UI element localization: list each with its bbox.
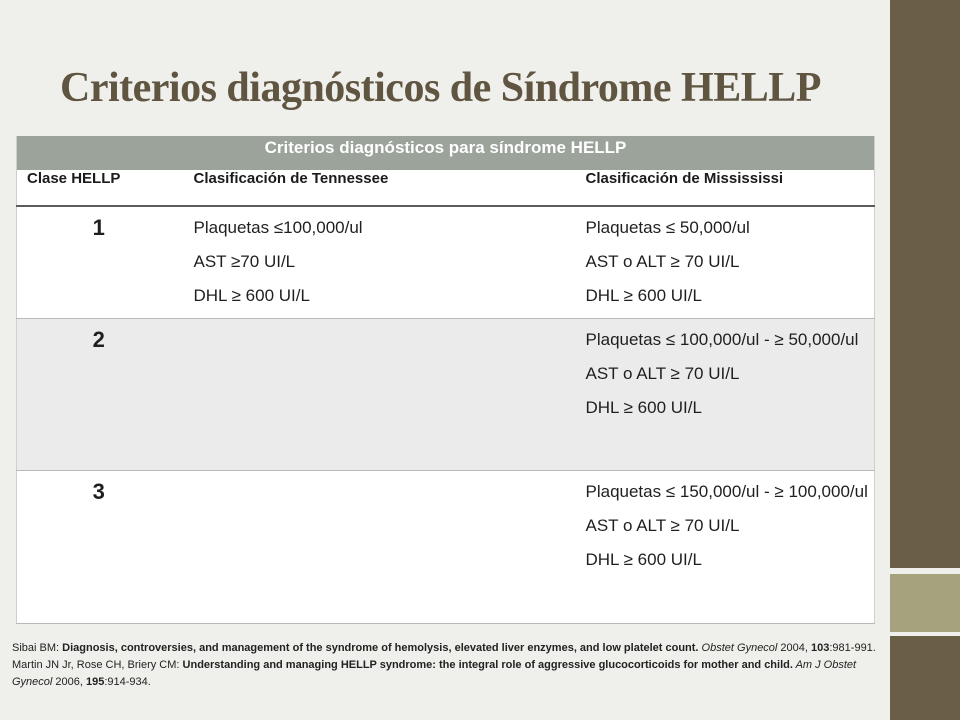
- reference-item: [12, 657, 884, 691]
- reference-journal: Obstet Gynecol: [698, 642, 778, 654]
- header-mississippi: Clasificación de Missississi: [573, 170, 875, 206]
- references: [12, 640, 884, 691]
- criterion-line: DHL ≥ 600 UI/L: [193, 286, 310, 305]
- hellp-criteria-table: [16, 136, 875, 624]
- criterion-line: Plaquetas ≤ 150,000/ul - ≥ 100,000/ul: [585, 481, 868, 501]
- reference-title: Understanding and managing HELLP syndrome: the integral role of aggressive glucocorticoids for mother and child.: [182, 659, 793, 671]
- tennessee-cell: [181, 206, 573, 318]
- criterion-line: Plaquetas ≤ 100,000/ul - ≥ 50,000/ul: [585, 329, 859, 349]
- criterion-line: Plaquetas ≤ 50,000/ul: [585, 218, 750, 237]
- reference-year: 2004,: [777, 642, 812, 654]
- decorative-sidebar: [890, 0, 960, 720]
- reference-pages: :914-934.: [104, 676, 151, 688]
- criterion-line: DHL ≥ 600 UI/L: [585, 549, 702, 569]
- tennessee-cell: [181, 318, 573, 470]
- criterion-line: AST o ALT ≥ 70 UI/L: [585, 515, 740, 535]
- criterion-line: DHL ≥ 600 UI/L: [585, 286, 702, 305]
- clase-cell: 1: [17, 206, 181, 318]
- reference-authors: Martin JN Jr, Rose CH, Briery CM:: [12, 659, 183, 671]
- reference-volume: 103: [811, 642, 830, 654]
- criterion-line: AST o ALT ≥ 70 UI/L: [585, 363, 740, 383]
- criterion-line: DHL ≥ 600 UI/L: [585, 397, 702, 417]
- criterion-line: AST o ALT ≥ 70 UI/L: [585, 252, 740, 271]
- reference-authors: Sibai BM:: [12, 642, 63, 654]
- table-header-row: [17, 170, 875, 206]
- criterion-line: Plaquetas ≤100,000/ul: [193, 218, 363, 237]
- table-row: [17, 318, 875, 470]
- header-clase: Clase HELLP: [17, 170, 181, 206]
- table-row: [17, 206, 875, 318]
- reference-year: 2006,: [52, 676, 86, 688]
- sidebar-band-dark: [890, 0, 960, 568]
- reference-item: [12, 640, 884, 657]
- reference-title: Diagnosis, controversies, and management of the syndrome of hemolysis, elevated liver enzymes, and low platelet count.: [62, 642, 699, 654]
- reference-journal: Am J Obstet Gynecol: [12, 659, 857, 688]
- mississippi-cell: [573, 470, 875, 623]
- criterion-line: AST ≥70 UI/L: [193, 252, 296, 271]
- mississippi-cell: [573, 206, 875, 318]
- header-tennessee: Clasificación de Tennessee: [181, 170, 573, 206]
- table-caption: Criterios diagnósticos para síndrome HELLP: [17, 136, 875, 170]
- reference-volume: 195: [86, 676, 105, 688]
- reference-pages: :981-991.: [829, 642, 876, 654]
- slide-title: Criterios diagnósticos de Síndrome HELLP: [60, 65, 821, 111]
- clase-cell: 2: [17, 318, 181, 470]
- table-caption-row: [17, 136, 875, 170]
- mississippi-cell: [573, 318, 875, 470]
- table-row: [17, 470, 875, 623]
- tennessee-cell: [181, 470, 573, 623]
- sidebar-band-dark: [890, 636, 960, 720]
- clase-cell: 3: [17, 470, 181, 623]
- sidebar-band-light: [890, 574, 960, 632]
